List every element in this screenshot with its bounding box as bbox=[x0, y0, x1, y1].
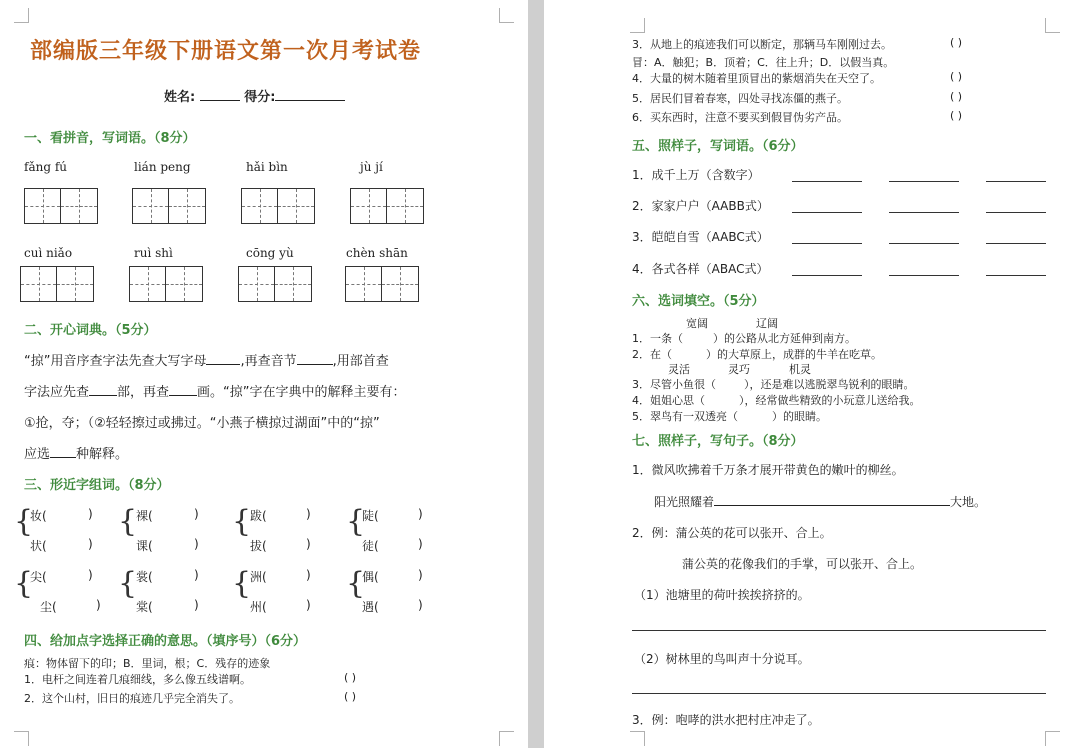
brace: { bbox=[14, 566, 34, 601]
word-item: 4．各式各样（ABAC式） bbox=[632, 262, 769, 276]
page-gap bbox=[528, 0, 544, 748]
section-7-heading: 七、照样子，写句子。（8分） bbox=[632, 434, 804, 449]
answer-line[interactable] bbox=[986, 181, 1046, 182]
writing-grid[interactable] bbox=[132, 188, 206, 224]
answer-line[interactable] bbox=[889, 275, 959, 276]
sub-question: （1）池塘里的荷叶挨挨挤挤的。 bbox=[634, 588, 810, 602]
writing-grid[interactable] bbox=[24, 188, 98, 224]
question-line: 1．一条（ ）的公路从北方延伸到南方。 bbox=[632, 332, 856, 345]
answer-blank[interactable] bbox=[89, 395, 117, 396]
exam-title: 部编版三年级下册语文第一次月考试卷 bbox=[30, 38, 422, 64]
student-info bbox=[164, 86, 345, 105]
crop-mark bbox=[14, 8, 29, 23]
name-label: 姓名: bbox=[164, 90, 196, 105]
brace: { bbox=[346, 504, 366, 539]
char-prompt: 陡( bbox=[362, 509, 379, 523]
question-line: 5．翠鸟有一双透亮（ ）的眼睛。 bbox=[632, 410, 827, 423]
close-paren: ) bbox=[418, 568, 423, 582]
answer-line[interactable] bbox=[986, 275, 1046, 276]
answer-paren[interactable]: ( ) bbox=[950, 90, 963, 103]
char-prompt: 偶( bbox=[362, 570, 379, 584]
crop-mark bbox=[499, 731, 514, 746]
close-paren: ) bbox=[194, 537, 199, 551]
section-5-heading: 五、照样子，写词语。（6分） bbox=[632, 139, 804, 154]
brace: { bbox=[232, 504, 252, 539]
question-line: 3．尽管小鱼很（ ），还是难以逃脱翠鸟锐利的眼睛。 bbox=[632, 378, 915, 391]
crop-mark bbox=[1045, 731, 1060, 746]
pinyin: cōng yù bbox=[246, 246, 294, 260]
answer-blank[interactable] bbox=[50, 457, 76, 458]
paragraph-line: 应选 种解释。 bbox=[24, 447, 129, 462]
sub-question: （2）树林里的鸟叫声十分说耳。 bbox=[634, 652, 810, 666]
paragraph-line: ①抢，夺；（②轻轻擦过或拂过。“小燕子横掠过湖面”中的“掠” bbox=[24, 416, 380, 431]
word-choice: 灵活 bbox=[668, 363, 690, 376]
char-prompt: 裳( bbox=[136, 570, 153, 584]
writing-grid[interactable] bbox=[241, 188, 315, 224]
writing-grid[interactable] bbox=[345, 266, 419, 302]
brace: { bbox=[118, 504, 138, 539]
crop-mark bbox=[630, 18, 645, 33]
section-2-heading: 二、开心词典。（5分） bbox=[24, 323, 157, 338]
crop-mark bbox=[14, 731, 29, 746]
close-paren: ) bbox=[306, 598, 311, 612]
crop-mark bbox=[1045, 18, 1060, 33]
question-line: 2．在（ ）的大草原上，成群的牛羊在吃草。 bbox=[632, 348, 882, 361]
question-line: 4．大量的树木随着里顶冒出的紫烟消失在天空了。 bbox=[632, 72, 881, 85]
score-field[interactable] bbox=[275, 100, 345, 101]
close-paren: ) bbox=[96, 598, 101, 612]
char-prompt: 棠( bbox=[136, 600, 153, 614]
writing-grid[interactable] bbox=[238, 266, 312, 302]
crop-mark bbox=[499, 8, 514, 23]
pinyin: hǎi bìn bbox=[246, 160, 288, 174]
writing-grid[interactable] bbox=[20, 266, 94, 302]
close-paren: ) bbox=[306, 507, 311, 521]
close-paren: ) bbox=[88, 568, 93, 582]
char-prompt: 洲( bbox=[250, 570, 267, 584]
answer-paren[interactable]: ( ) bbox=[950, 70, 963, 83]
brace: { bbox=[14, 504, 34, 539]
question-line: 3．从地上的痕迹我们可以断定，那辆马车刚刚过去。 bbox=[632, 38, 892, 51]
question-line: 1．电杆之间连着几痕细线，多么像五线谱啊。 bbox=[24, 673, 251, 686]
answer-blank[interactable] bbox=[714, 505, 950, 506]
sentence-fill: 阳光照耀着 大地。 bbox=[654, 495, 987, 509]
close-paren: ) bbox=[306, 568, 311, 582]
char-prompt: 遇( bbox=[362, 600, 379, 614]
answer-line[interactable] bbox=[632, 693, 1046, 694]
pinyin: jù jí bbox=[360, 160, 383, 174]
writing-grid[interactable] bbox=[350, 188, 424, 224]
word-choice: 辽阔 bbox=[756, 317, 778, 330]
pinyin: ruì shì bbox=[134, 246, 173, 260]
close-paren: ) bbox=[418, 507, 423, 521]
answer-paren[interactable]: ( ) bbox=[950, 109, 963, 122]
question-line: 2．这个山村，旧日的痕迹几乎完全消失了。 bbox=[24, 692, 240, 705]
answer-line[interactable] bbox=[889, 243, 959, 244]
word-item: 3．皑皑自雪（AABC式） bbox=[632, 230, 769, 244]
brace: { bbox=[346, 566, 366, 601]
definition-line: 痕：物体留下的印；B．里词，根；C．残存的迹象 bbox=[24, 657, 271, 670]
section-4-heading: 四、给加点字选择正确的意思。（填序号）（6分） bbox=[24, 634, 307, 649]
close-paren: ) bbox=[88, 507, 93, 521]
crop-mark bbox=[630, 731, 645, 746]
sentence: 2．例：蒲公英的花可以张开、合上。 bbox=[632, 526, 832, 540]
char-prompt: 州( bbox=[250, 600, 267, 614]
brace: { bbox=[232, 566, 252, 601]
answer-line[interactable] bbox=[632, 630, 1046, 631]
example-sentence: 蒲公英的花像我们的手掌，可以张开、合上。 bbox=[682, 557, 923, 571]
char-prompt: 状( bbox=[30, 539, 47, 553]
answer-blank[interactable] bbox=[169, 395, 197, 396]
char-prompt: 课( bbox=[136, 539, 153, 553]
sentence: 1．微风吹拂着千万条才展开带黄色的嫩叶的柳丝。 bbox=[632, 463, 904, 477]
page-left bbox=[0, 0, 528, 748]
answer-line[interactable] bbox=[792, 275, 862, 276]
answer-paren[interactable]: ( ) bbox=[344, 690, 357, 703]
word-item: 2．家家户户（AABB式） bbox=[632, 199, 769, 213]
close-paren: ) bbox=[418, 598, 423, 612]
char-prompt: 徒( bbox=[362, 539, 379, 553]
answer-line[interactable] bbox=[986, 243, 1046, 244]
close-paren: ) bbox=[194, 507, 199, 521]
answer-line[interactable] bbox=[792, 181, 862, 182]
definition-line: 冒：A．触犯；B．顶着；C．往上升；D．以假当真。 bbox=[632, 56, 895, 69]
writing-grid[interactable] bbox=[129, 266, 203, 302]
pinyin: chèn shān bbox=[346, 246, 408, 260]
close-paren: ) bbox=[194, 598, 199, 612]
close-paren: ) bbox=[88, 537, 93, 551]
char-prompt: 拔( bbox=[250, 539, 267, 553]
char-prompt: 裸( bbox=[136, 509, 153, 523]
answer-line[interactable] bbox=[792, 243, 862, 244]
char-prompt: 妆( bbox=[30, 509, 47, 523]
answer-blank[interactable] bbox=[297, 364, 333, 365]
close-paren: ) bbox=[306, 537, 311, 551]
answer-paren[interactable]: ( ) bbox=[344, 671, 357, 684]
answer-line[interactable] bbox=[986, 212, 1046, 213]
section-1-heading: 一、看拼音，写词语。（8分） bbox=[24, 131, 196, 146]
char-prompt: 跋( bbox=[250, 509, 267, 523]
paragraph-line: “掠”用音序查字法先查大写字母 ,再查音节 ,用部首查 bbox=[24, 354, 389, 369]
sentence: 3．例：咆哮的洪水把村庄冲走了。 bbox=[632, 713, 820, 727]
char-prompt: 尘( bbox=[40, 600, 57, 614]
question-line: 5．居民们冒着春寒，四处寻找冻僵的燕子。 bbox=[632, 92, 848, 105]
word-item: 1．成千上万（含数字） bbox=[632, 168, 760, 182]
answer-line[interactable] bbox=[792, 212, 862, 213]
brace: { bbox=[118, 566, 138, 601]
name-field[interactable] bbox=[200, 100, 240, 101]
close-paren: ) bbox=[418, 537, 423, 551]
char-prompt: 尖( bbox=[30, 570, 47, 584]
pinyin: cuì niǎo bbox=[24, 246, 73, 260]
answer-line[interactable] bbox=[889, 181, 959, 182]
answer-line[interactable] bbox=[889, 212, 959, 213]
score-label: 得分: bbox=[244, 90, 276, 105]
pinyin: fǎng fú bbox=[24, 160, 67, 174]
close-paren: ) bbox=[194, 568, 199, 582]
section-3-heading: 三、形近字组词。（8分） bbox=[24, 478, 170, 493]
section-6-heading: 六、选词填空。（5分） bbox=[632, 294, 765, 309]
word-choice: 机灵 bbox=[789, 363, 811, 376]
question-line: 4．姐姐心思（ ），经常做些精致的小玩意儿送给我。 bbox=[632, 394, 921, 407]
word-choice: 灵巧 bbox=[728, 363, 750, 376]
page-right bbox=[544, 0, 1080, 748]
word-choice: 宽阔 bbox=[686, 317, 708, 330]
question-line: 6．买东西时，注意不要买到假冒伪劣产品。 bbox=[632, 111, 848, 124]
answer-paren[interactable]: ( ) bbox=[950, 36, 963, 49]
answer-blank[interactable] bbox=[206, 364, 240, 365]
pinyin: lián peng bbox=[134, 160, 191, 174]
paragraph-line: 字法应先查 部，再查 画。“掠”字在字典中的解释主要有： bbox=[24, 385, 406, 400]
